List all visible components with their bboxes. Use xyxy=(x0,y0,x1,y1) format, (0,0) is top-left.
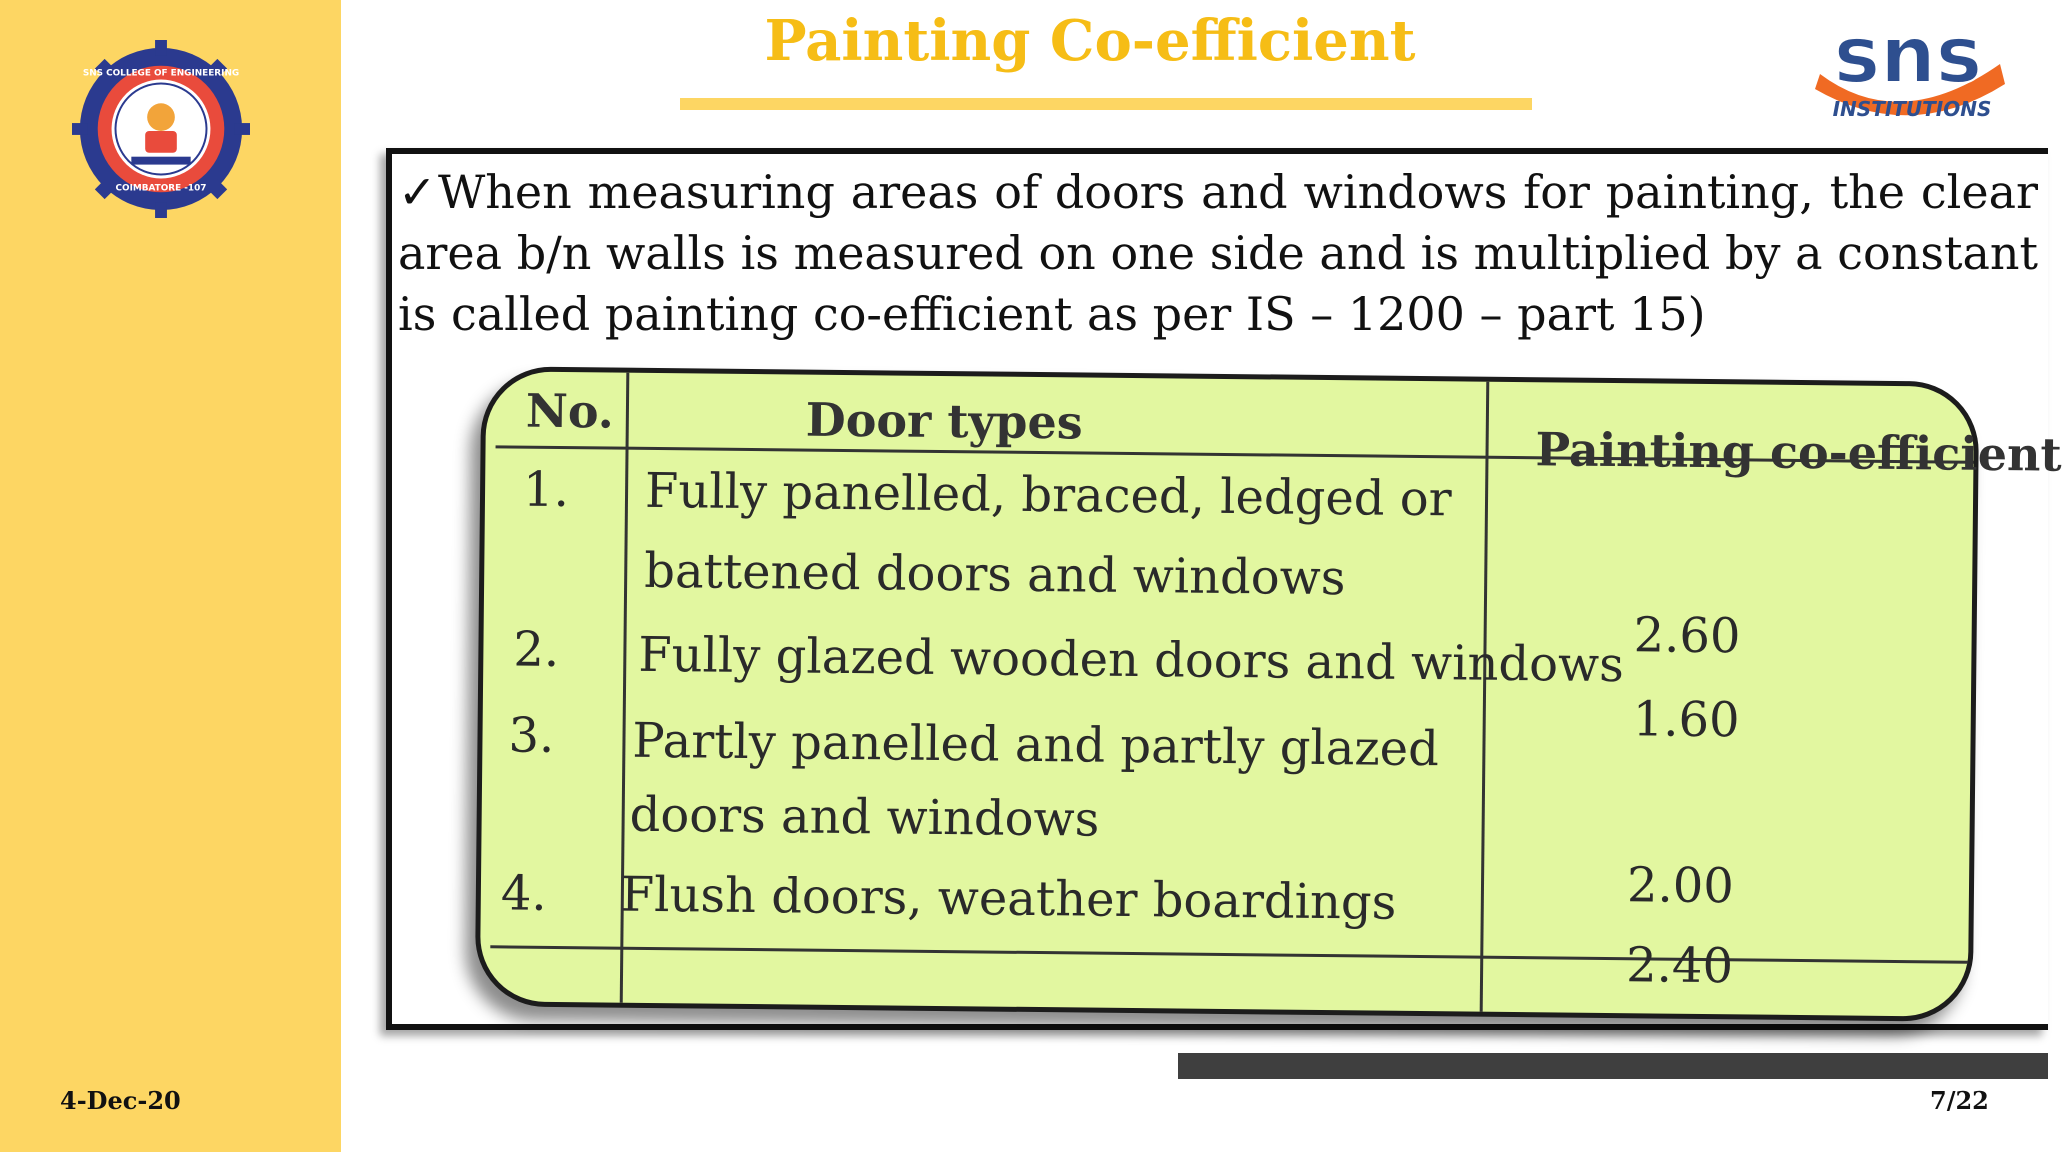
slide-title: Painting Co-efficient xyxy=(764,8,1416,74)
table-bottom-divider xyxy=(490,945,1968,963)
row-3-coef: 2.00 xyxy=(1626,857,1735,915)
row-4-coef: 2.40 xyxy=(1625,937,1734,995)
row-1-coef: 2.60 xyxy=(1633,607,1741,665)
slide-date: 4-Dec-20 xyxy=(60,1086,181,1115)
header-no: No. xyxy=(525,383,615,439)
college-seal-icon xyxy=(72,40,250,218)
row-2-no: 2. xyxy=(513,621,560,679)
painting-coefficient-table xyxy=(475,366,2062,1022)
sns-institutions-logo xyxy=(1800,4,2016,128)
row-3-no: 3. xyxy=(508,707,555,764)
table-column-divider-2 xyxy=(1480,382,1490,1012)
row-2-coef: 1.60 xyxy=(1632,691,1740,749)
sns-subtitle-text: INSTITUTIONS xyxy=(1832,97,1992,121)
checkmark-icon: ✓ xyxy=(398,165,437,219)
sns-mark-text: sns xyxy=(1833,11,1983,101)
seal-bottom-text: COIMBATORE -107 xyxy=(115,183,207,194)
seal-ring-text: SNS COLLEGE OF ENGINEERING xyxy=(82,68,240,79)
row-4-no: 4. xyxy=(500,865,547,922)
paragraph-text: When measuring areas of doors and windows for painting, the clear area b/n walls is measured on one side and is multiplied by a constant is called painting co-efficient as per IS – 1200 – part 15) xyxy=(398,165,2038,341)
page-number: 7/22 xyxy=(1930,1086,1989,1115)
header-painting-coefficient: Painting co-efficient xyxy=(1535,422,2062,482)
row-1-no: 1. xyxy=(522,461,570,519)
title-underline xyxy=(680,98,1532,110)
row-3-type-line1: Partly panelled and partly glazed xyxy=(632,712,1440,778)
row-3-type-line2: doors and windows xyxy=(629,786,1100,848)
body-paragraph xyxy=(398,162,2038,345)
header-door-types: Door types xyxy=(805,392,1083,450)
row-2-type-line1: Fully glazed wooden doors and windows xyxy=(638,626,1625,694)
footer-bar xyxy=(1178,1053,2048,1079)
row-1-type-line2: battened doors and windows xyxy=(643,542,1346,607)
row-4-type-line1: Flush doors, weather boardings xyxy=(620,866,1397,931)
row-1-type-line1: Fully panelled, braced, ledged or xyxy=(644,462,1452,528)
